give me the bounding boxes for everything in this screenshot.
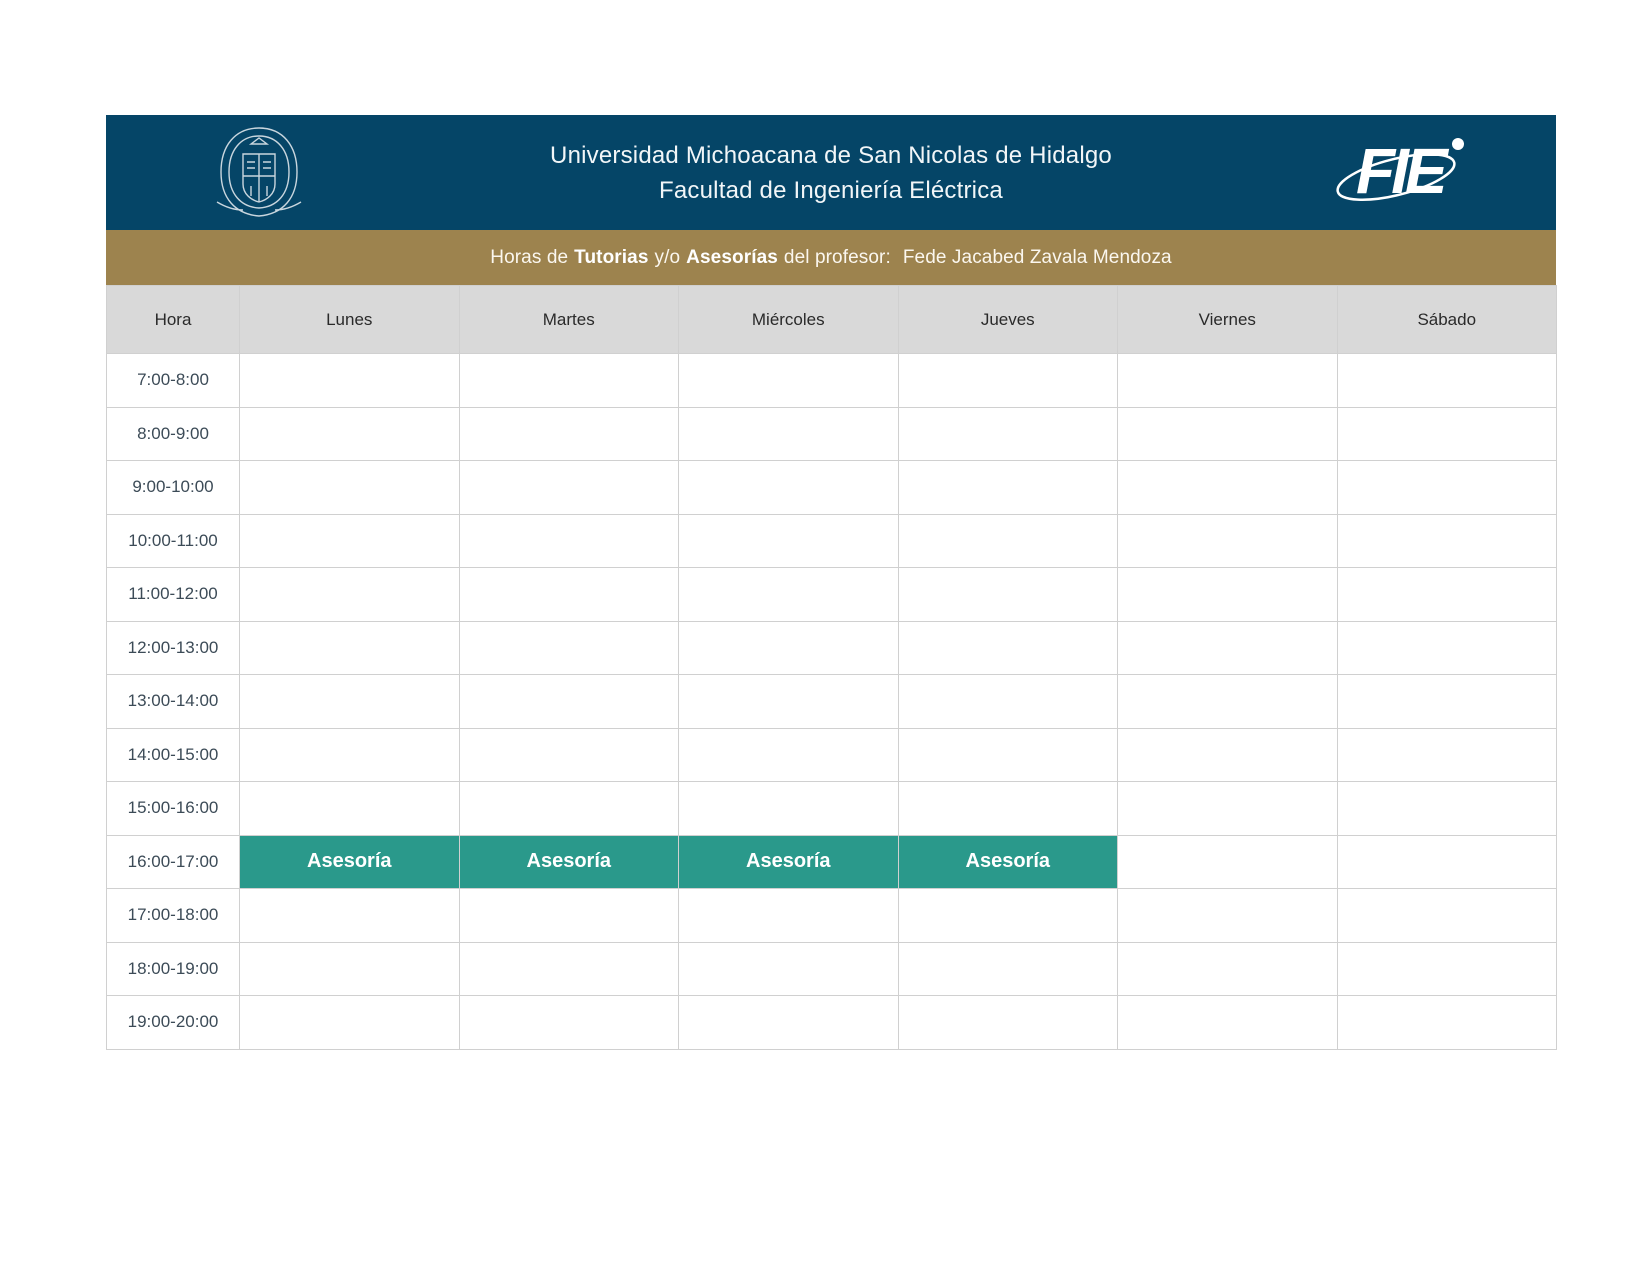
schedule-cell: [898, 568, 1118, 622]
subtitle-asesorias: Asesorías: [686, 246, 778, 268]
asesoria-cell: Asesoría: [679, 835, 899, 889]
schedule-cell: [1118, 782, 1338, 836]
subtitle-tutorias: Tutorias: [574, 246, 649, 268]
schedule-cell: [240, 996, 460, 1050]
schedule-cell: [898, 942, 1118, 996]
column-header-sabado: Sábado: [1337, 286, 1557, 354]
schedule-cell: [898, 728, 1118, 782]
schedule-cell: [459, 889, 679, 943]
column-header-lunes: Lunes: [240, 286, 460, 354]
column-header-hora: Hora: [107, 286, 240, 354]
header-row: [107, 286, 1557, 354]
schedule-cell: [459, 407, 679, 461]
table-row: [107, 354, 1557, 408]
table-row: [107, 942, 1557, 996]
schedule-cell: [1118, 675, 1338, 729]
table-row: [107, 782, 1557, 836]
schedule-cell: [240, 568, 460, 622]
fie-logo-icon: [1336, 127, 1466, 217]
schedule-cell: [898, 354, 1118, 408]
hour-cell: 15:00-16:00: [107, 782, 240, 836]
schedule-cell: [898, 514, 1118, 568]
fie-logo-text: FIE: [1356, 135, 1444, 207]
schedule-cell: [679, 675, 899, 729]
hour-cell: 9:00-10:00: [107, 461, 240, 515]
schedule-cell: [1118, 568, 1338, 622]
schedule-cell: [898, 461, 1118, 515]
hour-cell: 7:00-8:00: [107, 354, 240, 408]
table-row: [107, 835, 1557, 889]
schedule-sheet: [106, 115, 1556, 1050]
faculty-name: Facultad de Ingeniería Eléctrica: [659, 176, 1003, 204]
schedule-body: [107, 354, 1557, 1050]
column-header-miercoles: Miércoles: [679, 286, 899, 354]
schedule-cell: [679, 568, 899, 622]
schedule-cell: [1118, 996, 1338, 1050]
schedule-cell: [459, 621, 679, 675]
schedule-cell: [1118, 942, 1338, 996]
schedule-cell: [1337, 568, 1557, 622]
schedule-cell: [459, 675, 679, 729]
schedule-cell: [679, 942, 899, 996]
schedule-cell: [1337, 514, 1557, 568]
asesoria-cell: Asesoría: [459, 835, 679, 889]
schedule-cell: [679, 621, 899, 675]
schedule-cell: [1337, 407, 1557, 461]
schedule-cell: [1118, 889, 1338, 943]
column-header-jueves: Jueves: [898, 286, 1118, 354]
schedule-cell: [240, 514, 460, 568]
schedule-cell: [1337, 461, 1557, 515]
subtitle-bar: [106, 230, 1556, 285]
schedule-cell: [679, 407, 899, 461]
schedule-cell: [1337, 942, 1557, 996]
hour-cell: 10:00-11:00: [107, 514, 240, 568]
table-row: [107, 621, 1557, 675]
hour-cell: 16:00-17:00: [107, 835, 240, 889]
asesoria-cell: Asesoría: [240, 835, 460, 889]
schedule-cell: [1337, 675, 1557, 729]
schedule-cell: [898, 407, 1118, 461]
schedule-cell: [679, 514, 899, 568]
hour-cell: 14:00-15:00: [107, 728, 240, 782]
column-header-viernes: Viernes: [1118, 286, 1338, 354]
schedule-cell: [1118, 621, 1338, 675]
schedule-cell: [459, 728, 679, 782]
schedule-cell: [1118, 461, 1338, 515]
table-row: [107, 568, 1557, 622]
schedule-cell: [1337, 728, 1557, 782]
schedule-cell: [240, 782, 460, 836]
schedule-cell: [240, 942, 460, 996]
hour-cell: 11:00-12:00: [107, 568, 240, 622]
schedule-cell: [459, 782, 679, 836]
schedule-cell: [679, 354, 899, 408]
schedule-cell: [898, 889, 1118, 943]
schedule-cell: [240, 621, 460, 675]
schedule-cell: [240, 461, 460, 515]
schedule-table: [106, 285, 1557, 1050]
schedule-cell: [1118, 728, 1338, 782]
schedule-cell: [679, 461, 899, 515]
schedule-cell: [679, 782, 899, 836]
schedule-cell: [1337, 354, 1557, 408]
schedule-cell: [1337, 621, 1557, 675]
professor-name: Fede Jacabed Zavala Mendoza: [902, 246, 1172, 268]
schedule-cell: [1337, 782, 1557, 836]
hour-cell: 18:00-19:00: [107, 942, 240, 996]
table-row: [107, 728, 1557, 782]
schedule-cell: [1337, 889, 1557, 943]
university-name: Universidad Michoacana de San Nicolas de Hidalgo: [550, 141, 1112, 169]
schedule-cell: [459, 568, 679, 622]
schedule-cell: [898, 782, 1118, 836]
header-banner: [106, 115, 1556, 230]
schedule-cell: [459, 461, 679, 515]
schedule-cell: [459, 354, 679, 408]
schedule-cell: [1118, 835, 1338, 889]
table-row: [107, 461, 1557, 515]
subtitle-suffix: del profesor:: [783, 246, 891, 268]
column-header-martes: Martes: [459, 286, 679, 354]
schedule-cell: [459, 996, 679, 1050]
table-row: [107, 889, 1557, 943]
schedule-cell: [240, 407, 460, 461]
hour-cell: 13:00-14:00: [107, 675, 240, 729]
subtitle-connector: y/o: [654, 246, 681, 268]
hour-cell: 19:00-20:00: [107, 996, 240, 1050]
schedule-cell: [459, 514, 679, 568]
schedule-cell: [679, 889, 899, 943]
hour-cell: 17:00-18:00: [107, 889, 240, 943]
hour-cell: 8:00-9:00: [107, 407, 240, 461]
schedule-cell: [1337, 835, 1557, 889]
table-row: [107, 407, 1557, 461]
schedule-cell: [1337, 996, 1557, 1050]
schedule-cell: [679, 996, 899, 1050]
schedule-cell: [679, 728, 899, 782]
table-row: [107, 514, 1557, 568]
schedule-cell: [1118, 354, 1338, 408]
hour-cell: 12:00-13:00: [107, 621, 240, 675]
schedule-cell: [240, 675, 460, 729]
schedule-cell: [898, 996, 1118, 1050]
schedule-cell: [240, 889, 460, 943]
schedule-cell: [1118, 514, 1338, 568]
table-row: [107, 996, 1557, 1050]
schedule-cell: [240, 728, 460, 782]
schedule-cell: [240, 354, 460, 408]
asesoria-cell: Asesoría: [898, 835, 1118, 889]
schedule-cell: [1118, 407, 1338, 461]
schedule-cell: [898, 675, 1118, 729]
schedule-cell: [898, 621, 1118, 675]
subtitle-prefix: Horas de: [490, 246, 569, 268]
table-row: [107, 675, 1557, 729]
schedule-cell: [459, 942, 679, 996]
university-seal-icon: [213, 124, 305, 220]
